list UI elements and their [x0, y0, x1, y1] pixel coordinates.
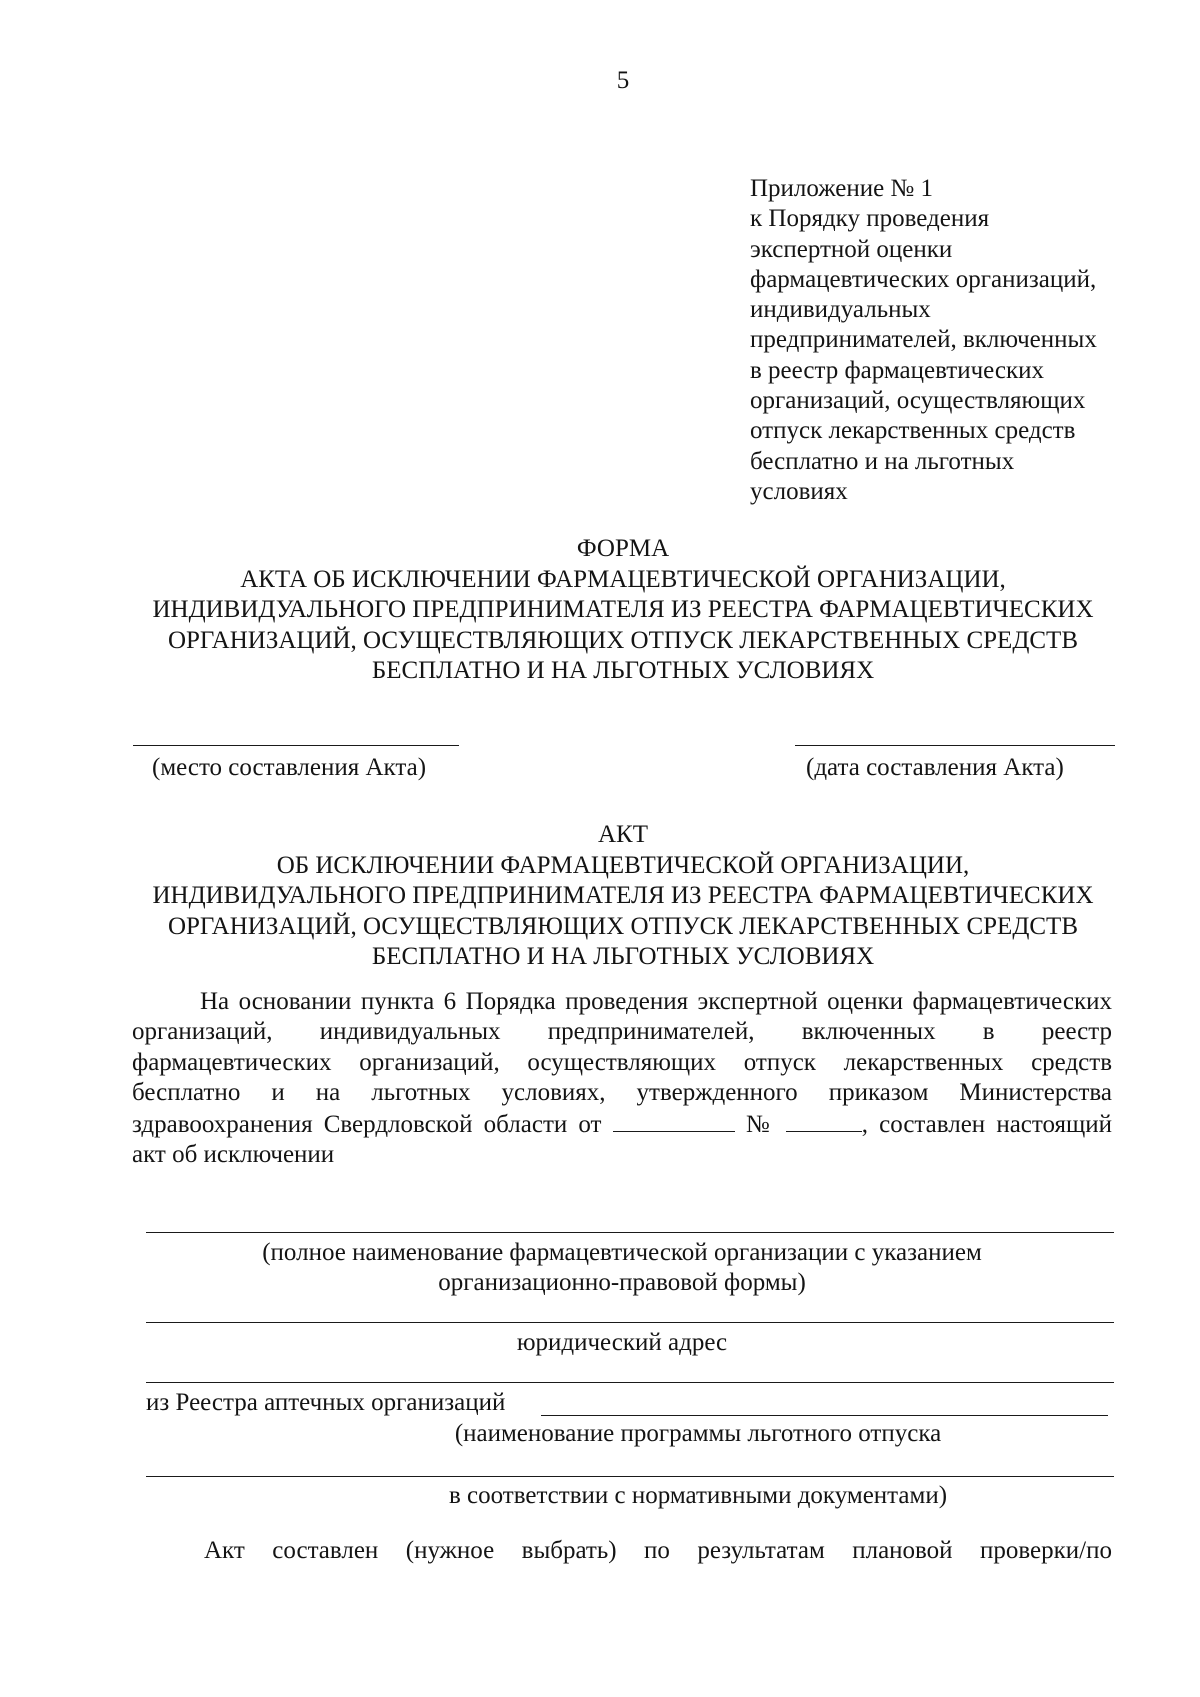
place-caption: (место составления Акта): [152, 754, 427, 781]
paragraph-line: [132, 1109, 1112, 1140]
paragraph-line: акт об исключении: [132, 1141, 335, 1169]
org-name-blank-line[interactable]: [146, 1232, 1114, 1233]
appendix-line: организаций, осуществляющих: [750, 387, 1086, 415]
date-blank-line[interactable]: [795, 745, 1115, 746]
form-title-line: ОРГАНИЗАЦИЙ, ОСУЩЕСТВЛЯЮЩИХ ОТПУСК ЛЕКАРСТВЕННЫХ СРЕДСТВ: [167, 626, 1079, 654]
appendix-line: предпринимателей, включенных: [750, 326, 1097, 354]
appendix-line: экспертной оценки: [750, 235, 953, 263]
legal-address-caption: юридический адрес: [516, 1329, 728, 1356]
legal-address-blank-line[interactable]: [146, 1322, 1114, 1323]
paragraph-line: На основании пункта 6 Порядка проведения экспертной оценки фармацевтических: [200, 988, 1112, 1015]
appendix-line: индивидуальных: [750, 296, 931, 324]
form-title-line: АКТА ОБ ИСКЛЮЧЕНИИ ФАРМАЦЕВТИЧЕСКОЙ ОРГАНИЗАЦИИ,: [240, 565, 1006, 593]
form-title-line: ФОРМА: [576, 535, 670, 562]
final-paragraph-line: Акт составлен (нужное выбрать) по результатам плановой проверки/по: [204, 1537, 1112, 1564]
place-blank-line[interactable]: [133, 745, 459, 746]
appendix-line: условиях: [750, 477, 848, 505]
program-caption: (наименование программы льготного отпуска: [454, 1420, 942, 1447]
org-name-caption: организационно-правовой формы): [438, 1269, 806, 1296]
appendix-line: отпуск лекарственных средств: [750, 417, 1076, 445]
date-caption: (дата составления Акта): [806, 754, 1064, 781]
paragraph-line: бесплатно и на льготных условиях, утвержденного приказом Министерства: [132, 1079, 1112, 1107]
basis-paragraph: [132, 987, 1112, 1170]
appendix-line: фармацевтических организаций,: [750, 265, 1097, 293]
paragraph-line: фармацевтических организаций, осуществляющих отпуск лекарственных средств: [132, 1048, 1112, 1076]
form-title-line: ИНДИВИДУАЛЬНОГО ПРЕДПРИНИМАТЕЛЯ ИЗ РЕЕСТРА ФАРМАЦЕВТИЧЕСКИХ: [152, 596, 1094, 623]
act-title-line: ОРГАНИЗАЦИЙ, ОСУЩЕСТВЛЯЮЩИХ ОТПУСК ЛЕКАРСТВЕННЫХ СРЕДСТВ: [167, 912, 1079, 940]
act-title-line: АКТ: [598, 821, 648, 848]
registry-label: из Реестра аптечных организаций: [146, 1389, 506, 1416]
act-title-line: ИНДИВИДУАЛЬНОГО ПРЕДПРИНИМАТЕЛЯ ИЗ РЕЕСТРА ФАРМАЦЕВТИЧЕСКИХ: [152, 882, 1094, 909]
appendix-line: Приложение № 1: [750, 175, 934, 202]
act-title-line: БЕСПЛАТНО И НА ЛЬГОТНЫХ УСЛОВИЯХ: [371, 943, 875, 970]
paragraph-text: здравоохранения Свердловской области от: [132, 1110, 602, 1138]
paragraph-line: организаций, индивидуальных предпринимателей, включенных в реестр: [132, 1018, 1112, 1046]
program-continuation-blank-line[interactable]: [146, 1476, 1114, 1477]
order-number-blank[interactable]: [786, 1109, 862, 1132]
order-date-blank[interactable]: [613, 1109, 735, 1132]
program-caption: в соответствии с нормативными документами): [448, 1482, 948, 1509]
form-title: [90, 534, 1156, 687]
act-title: [90, 820, 1156, 973]
appendix-line: к Порядку проведения: [750, 205, 990, 233]
org-name-caption: (полное наименование фармацевтической организации с указанием: [262, 1239, 982, 1266]
appendix-line: бесплатно и на льготных: [750, 447, 1015, 475]
form-title-line: БЕСПЛАТНО И НА ЛЬГОТНЫХ УСЛОВИЯХ: [371, 657, 875, 684]
registry-blank-line[interactable]: [146, 1382, 1114, 1383]
number-sign: №: [745, 1110, 775, 1138]
paragraph-text: , составлен настоящий: [861, 1110, 1113, 1138]
page-number: 5: [616, 67, 630, 94]
appendix-header: [750, 174, 1150, 507]
program-blank-line[interactable]: [541, 1415, 1108, 1416]
appendix-line: в реестр фармацевтических: [750, 356, 1044, 384]
act-title-line: ОБ ИСКЛЮЧЕНИИ ФАРМАЦЕВТИЧЕСКОЙ ОРГАНИЗАЦИИ,: [276, 851, 970, 879]
